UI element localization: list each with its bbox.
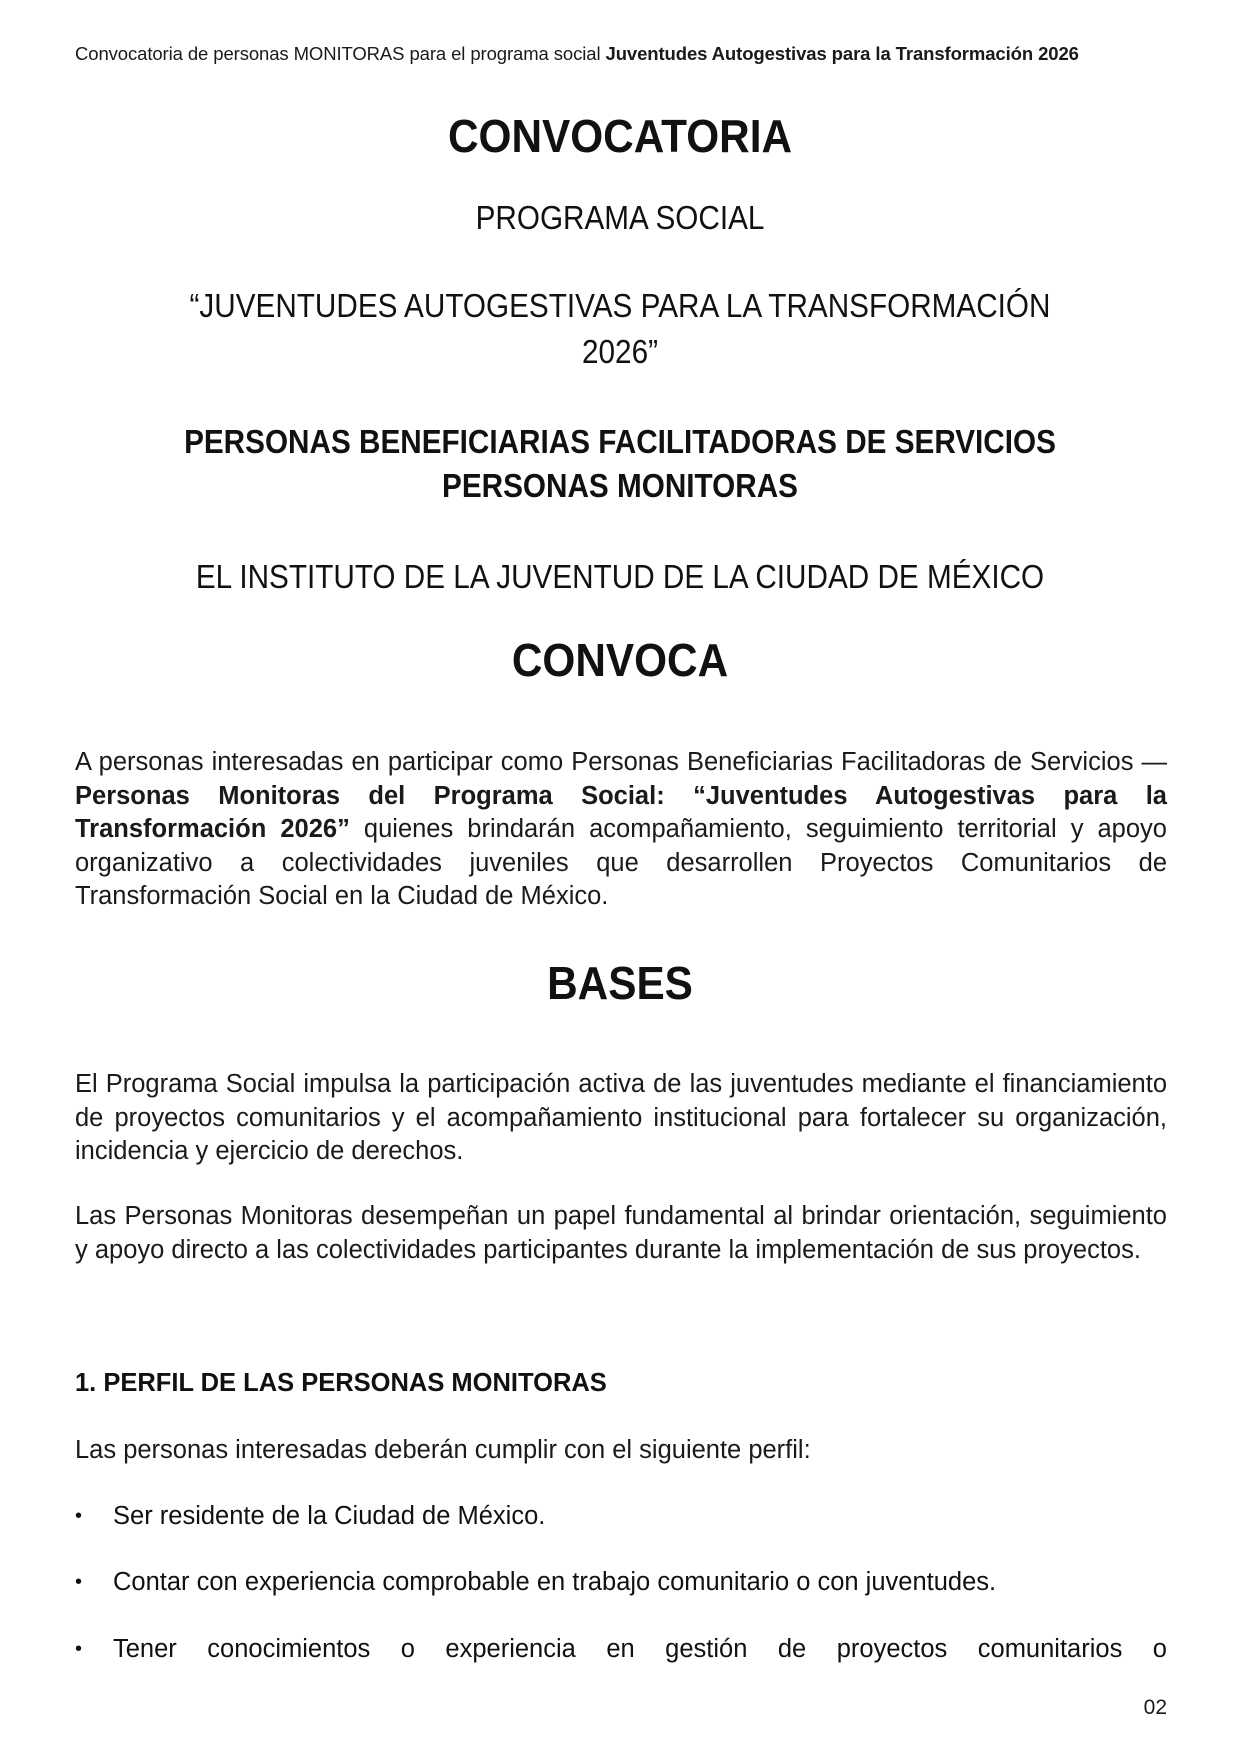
bullet-icon: • bbox=[75, 1571, 83, 1593]
bases-heading: BASES bbox=[547, 957, 693, 1009]
instituto-heading: EL INSTITUTO DE LA JUVENTUD DE LA CIUDAD DE MÉXICO bbox=[195, 558, 1045, 595]
convoca-heading: CONVOCA bbox=[511, 634, 729, 686]
bases-paragraph-1: El Programa Social impulsa la participación activa de las juventudes mediante el financiamiento de proyectos comunitarios y el acompañamiento institucional para fortalecer su organización, incidencia y ejercicio de derechos. bbox=[75, 1070, 1167, 1165]
title-convocatoria: CONVOCATORIA bbox=[447, 110, 793, 162]
bases-paragraph-2: Las Personas Monitoras desempeñan un papel fundamental al brindar orientación, seguimiento y apoyo directo a las colectividades participantes durante la implementación de sus proyectos. bbox=[75, 1202, 1167, 1264]
subtitle-programa-social: PROGRAMA SOCIAL bbox=[475, 199, 765, 236]
beneficiarias-heading-line-2: PERSONAS MONITORAS bbox=[442, 467, 798, 504]
bullet-icon: • bbox=[75, 1638, 83, 1660]
running-header-program-name: Juventudes Autogestivas para la Transformación 2026 bbox=[605, 43, 1079, 64]
list-item-text: Ser residente de la Ciudad de México. bbox=[113, 1502, 546, 1530]
list-item-text: Tener conocimientos o experiencia en gestión de proyectos comunitarios o bbox=[113, 1635, 1167, 1663]
running-header bbox=[75, 42, 1175, 66]
running-header-prefix: Convocatoria de personas MONITORAS para el programa social bbox=[75, 43, 606, 64]
intro-paragraph bbox=[75, 746, 1167, 914]
bullet-icon: • bbox=[75, 1505, 83, 1527]
intro-paragraph-part-1: A personas interesadas en participar como Personas Beneficiarias Facilitadoras de Servicios — bbox=[75, 748, 1167, 776]
program-name-line-2: 2026” bbox=[582, 333, 658, 370]
section-1-intro: Las personas interesadas deberán cumplir con el siguiente perfil: bbox=[75, 1436, 811, 1464]
beneficiarias-heading-line-1: PERSONAS BENEFICIARIAS FACILITADORAS DE SERVICIOS bbox=[184, 423, 1056, 460]
program-name-line-1: “JUVENTUDES AUTOGESTIVAS PARA LA TRANSFORMACIÓN bbox=[189, 287, 1051, 324]
intro-paragraph-part-2: quienes brindarán acompañamiento, seguimiento territorial y apoyo organizativo a colectividades juveniles que desarrollen Proyectos Comunitarios de Transformación Social en la Ciudad de México. bbox=[75, 815, 1167, 910]
intro-paragraph-bold: Personas Monitoras del Programa Social: “Juventudes Autogestivas para la Transformación 2026” bbox=[75, 781, 1167, 843]
page-number: 02 bbox=[1143, 1696, 1167, 1719]
list-item-text: Contar con experiencia comprobable en trabajo comunitario o con juventudes. bbox=[113, 1568, 997, 1596]
section-1-heading: 1. PERFIL DE LAS PERSONAS MONITORAS bbox=[75, 1369, 607, 1397]
